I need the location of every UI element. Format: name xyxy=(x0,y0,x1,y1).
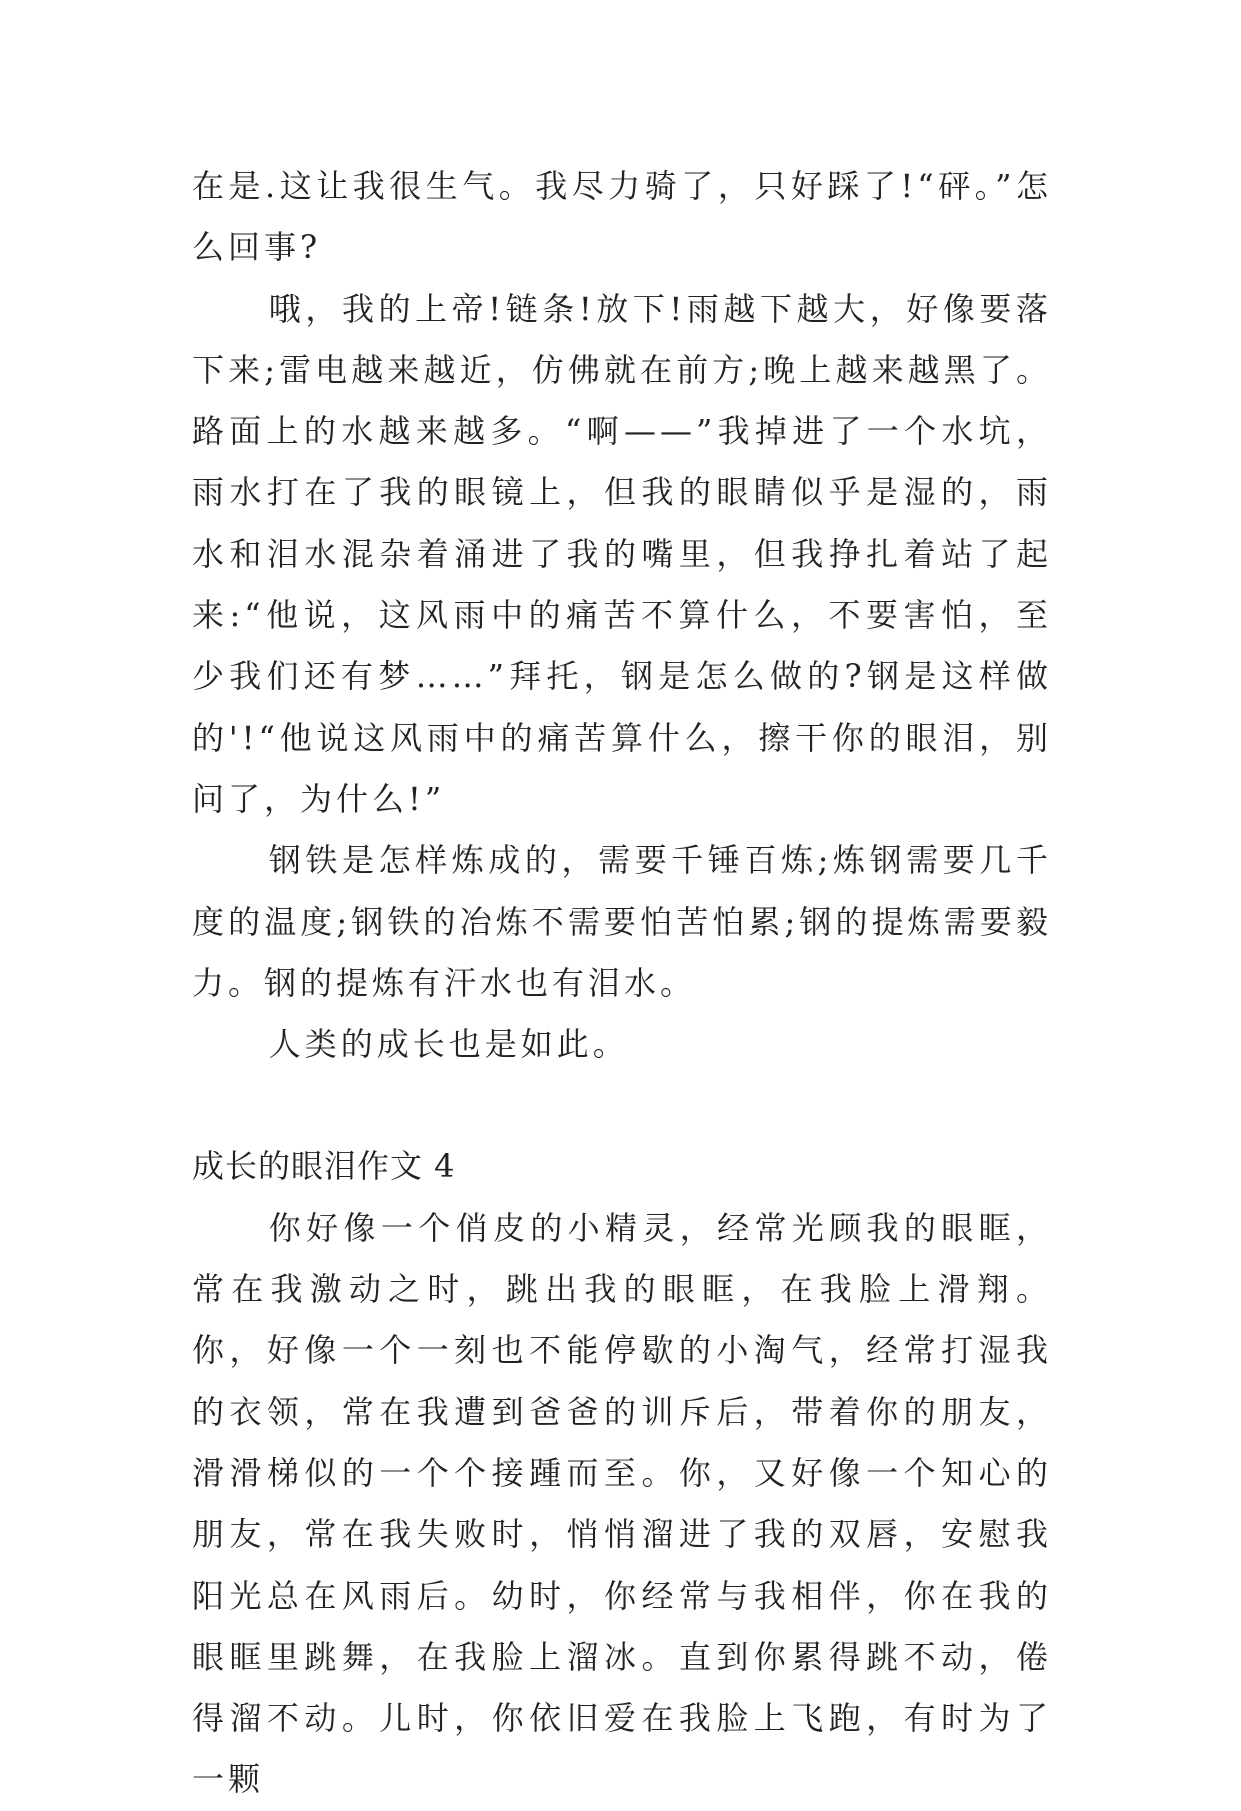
paragraph-3: 钢铁是怎样炼成的，需要千锤百炼;炼钢需要几千度的温度;钢铁的冶炼不需要怕苦怕累;钢的提炼需要毅力。钢的提炼有汗水也有泪水。 xyxy=(192,841,1052,1002)
section-title: 成长的眼泪作文 4 xyxy=(192,1147,456,1186)
paragraph-4: 人类的成长也是如此。 xyxy=(268,1025,629,1064)
document-body xyxy=(192,156,1052,1811)
paragraph-2: 哦，我的上帝!链条!放下!雨越下越大，好像要落下来;雷电越来越近，仿佛就在前方;晚上越来越黑了。路面上的水越来越多。“啊——”我掉进了一个水坑，雨水打在了我的眼镜上，但我的眼睛似乎是湿的，雨水和泪水混杂着涌进了我的嘴里，但我挣扎着站了起来:“他说，这风雨中的痛苦不算什么，不要害怕，至少我们还有梦……”拜托，钢是怎么做的?钢是这样做的'!“他说这风雨中的痛苦算什么，擦干你的眼泪，别问了，为什么!” xyxy=(192,289,1052,818)
paragraph-5: 你好像一个俏皮的小精灵，经常光顾我的眼眶，常在我激动之时，跳出我的眼眶，在我脸上滑翔。你，好像一个一刻也不能停歇的小淘气，经常打湿我的衣领，常在我遭到爸爸的训斥后，带着你的朋友，滑滑梯似的一个个接踵而至。你，又好像一个知心的朋友，常在我失败时，悄悄溜进了我的双唇，安慰我阳光总在风雨后。幼时，你经常与我相伴，你在我的眼眶里跳舞，在我脸上溜冰。直到你累得跳不动，倦得溜不动。儿时，你依旧爱在我脸上飞跑，有时为了一颗 xyxy=(192,1208,1052,1799)
paragraph-1: 在是.这让我很生气。我尽力骑了，只好踩了!“砰。”怎么回事? xyxy=(192,167,1052,267)
